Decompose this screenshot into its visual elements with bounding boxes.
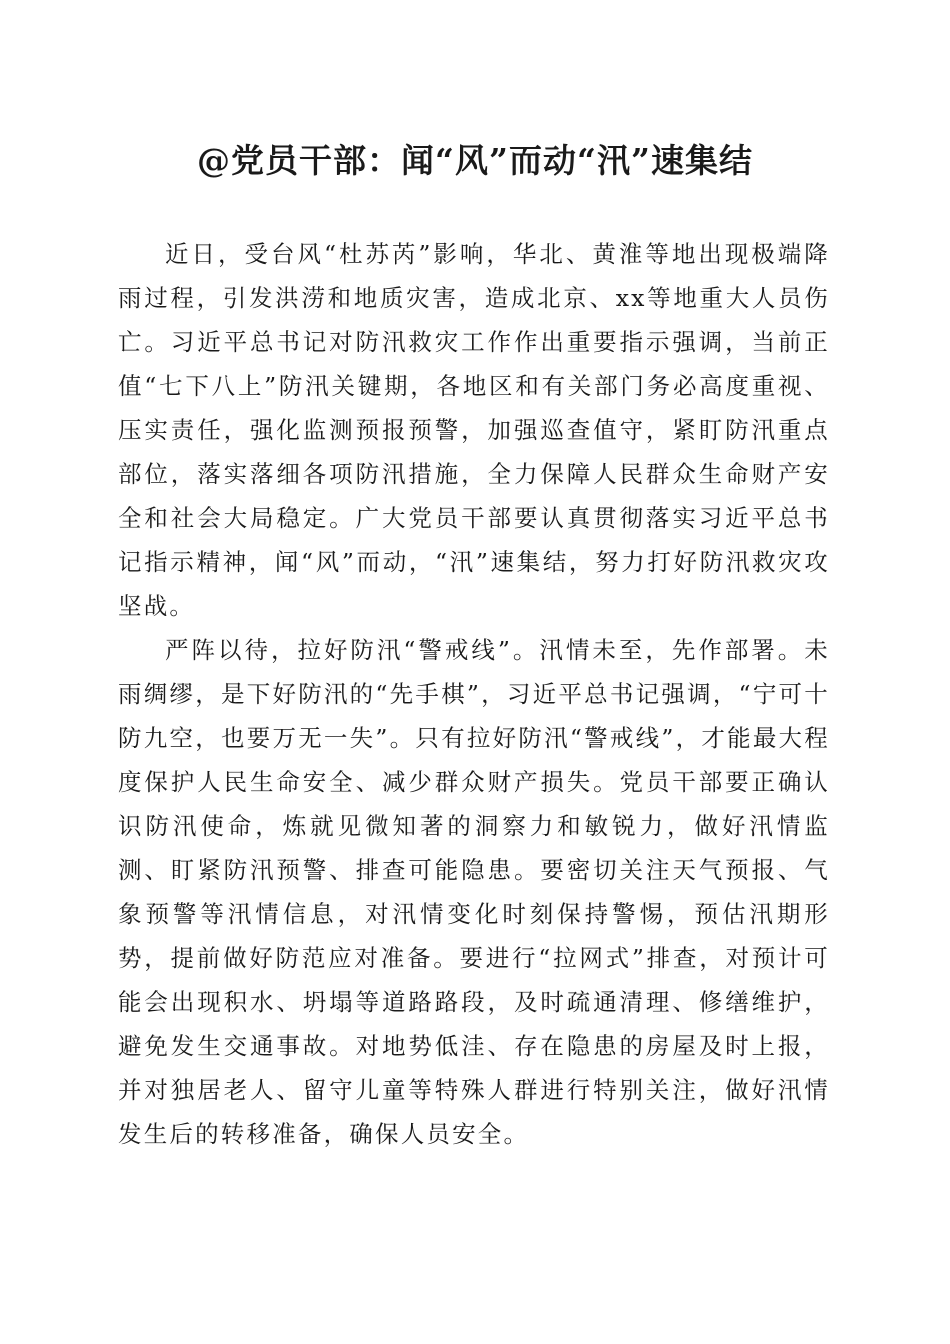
document-body bbox=[118, 232, 830, 1156]
paragraph: 近日，受台风“杜苏芮”影响，华北、黄淮等地出现极端降雨过程，引发洪涝和地质灾害，造成北京、xx等地重大人员伤亡。习近平总书记对防汛救灾工作作出重要指示强调，当前正值“七下八上”防汛关键期，各地区和有关部门务必高度重视、压实责任，强化监测预报预警，加强巡查值守，紧盯防汛重点部位，落实落细各项防汛措施，全力保障人民群众生命财产安全和社会大局稳定。广大党员干部要认真贯彻落实习近平总书记指示精神，闻“风”而动，“汛”速集结，努力打好防汛救灾攻坚战。 bbox=[118, 240, 830, 620]
document-title: @党员干部：闻“风”而动“汛”速集结 bbox=[197, 141, 753, 180]
paragraph: 严阵以待，拉好防汛“警戒线”。汛情未至，先作部署。未雨绸缪，是下好防汛的“先手棋”，习近平总书记强调，“宁可十防九空，也要万无一失”。只有拉好防汛“警戒线”，才能最大程度保护人民生命安全、减少群众财产损失。党员干部要正确认识防汛使命，炼就见微知著的洞察力和敏锐力，做好汛情监测、盯紧防汛预警、排查可能隐患。要密切关注天气预报、气象预警等汛情信息，对汛情变化时刻保持警惕，预估汛期形势，提前做好防范应对准备。要进行“拉网式”排查，对预计可能会出现积水、坍塌等道路路段，及时疏通清理、修缮维护，避免发生交通事故。对地势低洼、存在隐患的房屋及时上报，并对独居老人、留守儿童等特殊人群进行特别关注，做好汛情发生后的转移准备，确保人员安全。 bbox=[118, 636, 830, 1148]
